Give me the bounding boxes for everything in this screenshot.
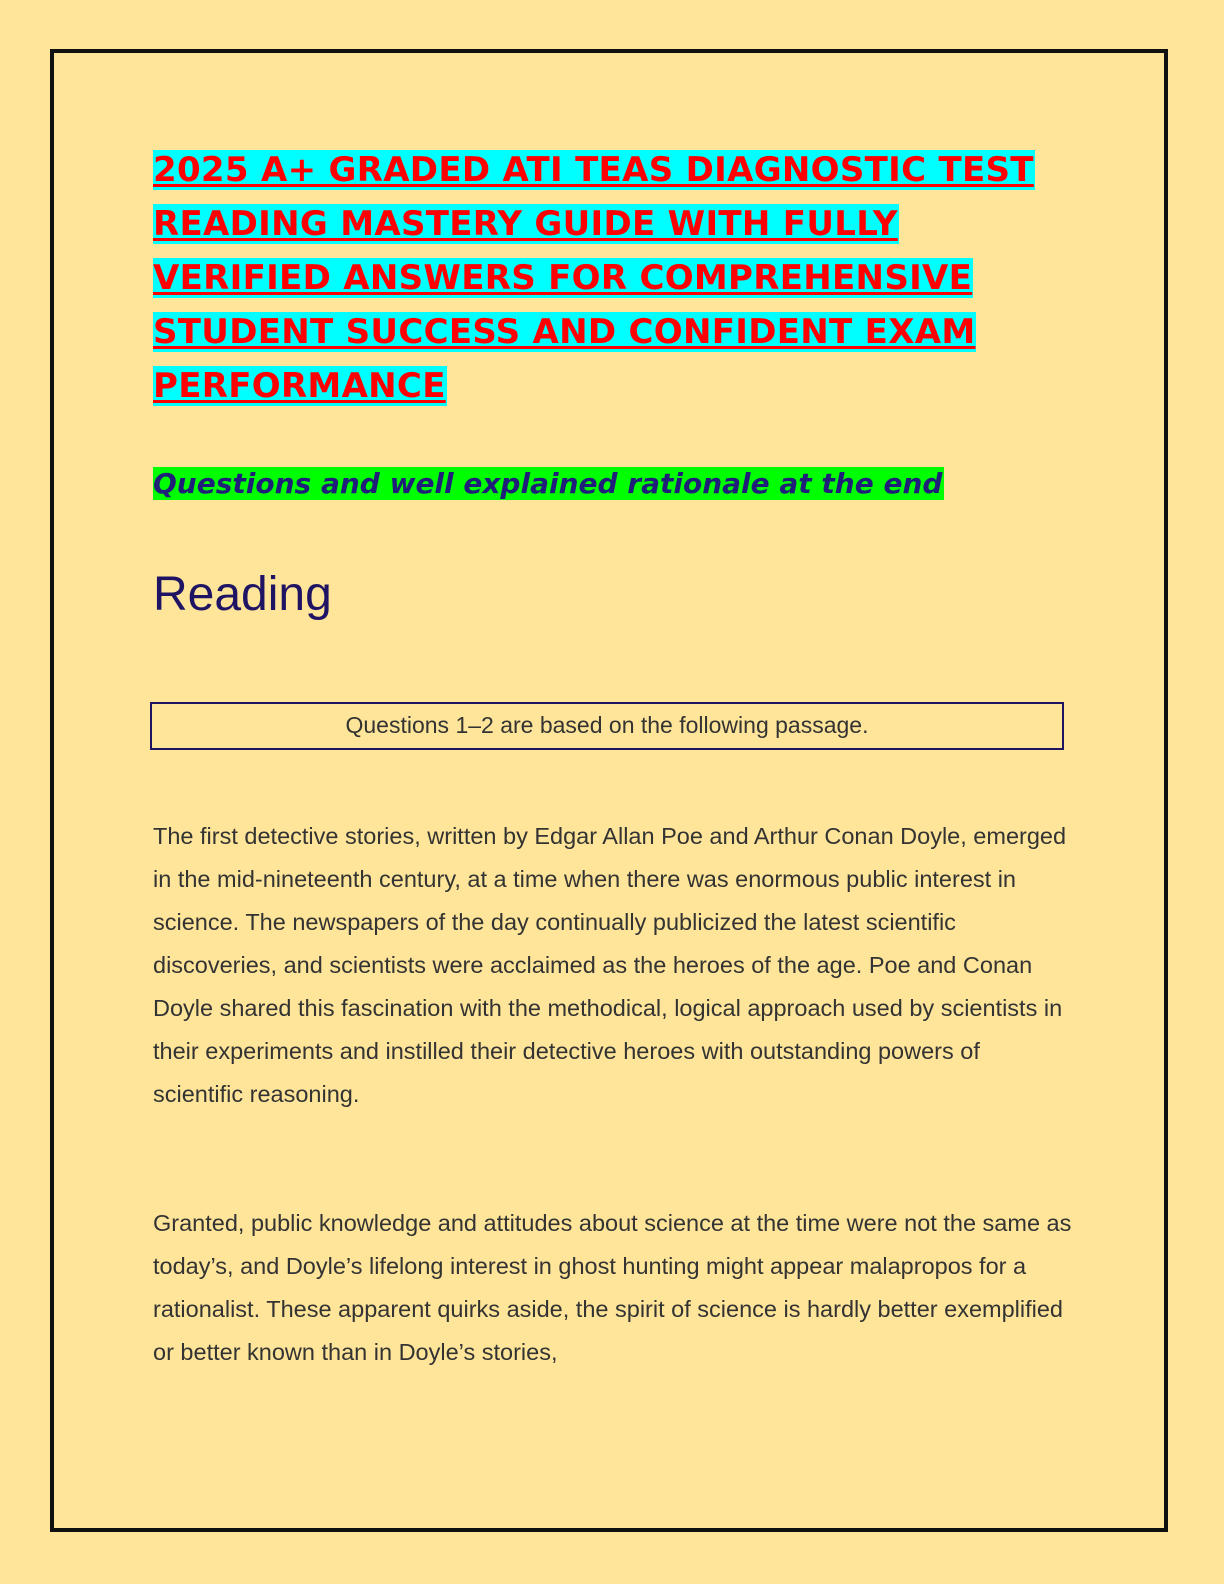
passage-paragraph-2: Granted, public knowledge and attitudes about science at the time were not the same as today’s, and Doyle’s lifelong interest in ghost hunting might appear malapropos for a rationalist. These apparent quirks aside, the spirit of science is hardly better exemplified or better known than in Doyle’s stories, — [153, 1210, 1072, 1365]
passage-paragraph-1: The first detective stories, written by Edgar Allan Poe and Arthur Conan Doyle, emerged in the mid-nineteenth century, at a time when there was enormous public interest in science. The newspapers of the day continually publicized the latest scientific discoveries, and scientists were acclaimed as the heroes of the age. Poe and Conan Doyle shared this fascination with the methodical, logical approach used by scientists in their experiments and instilled their detective heroes with outstanding powers of scientific reasoning. — [153, 823, 1067, 1107]
document-title — [153, 143, 1073, 413]
document-header — [153, 143, 1073, 623]
document-subtitle-text: Questions and well explained rationale at the end — [153, 467, 943, 500]
document-title-text: 2025 A+ GRADED ATI TEAS DIAGNOSTIC TEST READING MASTERY GUIDE WITH FULLY VERIFIED ANSWERS FOR COMPREHENSIVE STUDENT SUCCESS AND CONFIDENT EXAM PERFORMANCE — [153, 150, 1034, 406]
passage-intro-box: Questions 1–2 are based on the following passage. — [150, 702, 1064, 750]
document-subtitle — [153, 461, 1073, 507]
section-heading: Reading — [153, 568, 332, 621]
